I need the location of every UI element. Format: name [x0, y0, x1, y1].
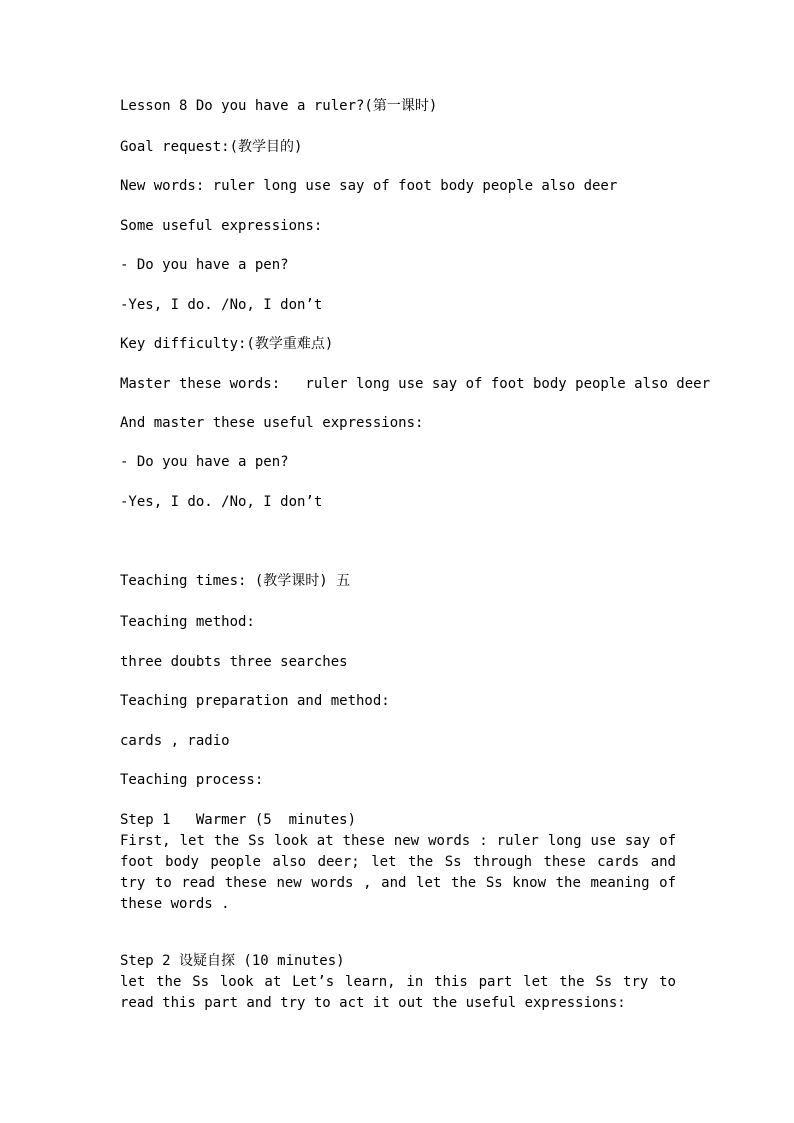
new-words-line: New words: ruler long use say of foot body people also deer — [120, 178, 618, 194]
teaching-process-heading: Teaching process: — [120, 772, 264, 788]
expression-question: - Do you have a pen? — [120, 257, 289, 273]
useful-expressions-heading: Some useful expressions: — [120, 218, 323, 234]
teaching-method-heading: Teaching method: — [120, 614, 255, 630]
lesson-title: Lesson 8 Do you have a ruler?(第一课时) — [120, 98, 438, 114]
step1-heading: Step 1 Warmer (5 minutes) — [120, 812, 357, 828]
key-difficulty-heading: Key difficulty:(教学重难点) — [120, 336, 334, 352]
step2-heading: Step 2 设疑自探 (10 minutes) — [120, 953, 345, 969]
expression-question-2: - Do you have a pen? — [120, 454, 289, 470]
step2-paragraph: let the Ss look at Let’s learn, in this part let the Ss try to read this part and try to act it out the useful expressions: — [120, 974, 676, 1011]
expression-answer: -Yes, I do. /No, I don’t — [120, 297, 323, 313]
expression-answer-2: -Yes, I do. /No, I don’t — [120, 494, 323, 510]
master-words-line: Master these words: ruler long use say of foot body people also deer — [120, 376, 711, 392]
teaching-preparation-heading: Teaching preparation and method: — [120, 693, 390, 709]
step1-paragraph: First, let the Ss look at these new words : ruler long use say of foot body people also deer; let the Ss through these cards and try to read these new words , and let the Ss know the meaning of these words . — [120, 833, 676, 912]
goal-request-heading: Goal request:(教学目的) — [120, 139, 303, 155]
teaching-times-line: Teaching times: (教学课时) 五 — [120, 573, 351, 589]
master-expressions-heading: And master these useful expressions: — [120, 415, 424, 431]
teaching-method-value: three doubts three searches — [120, 654, 348, 670]
teaching-preparation-value: cards , radio — [120, 733, 230, 749]
